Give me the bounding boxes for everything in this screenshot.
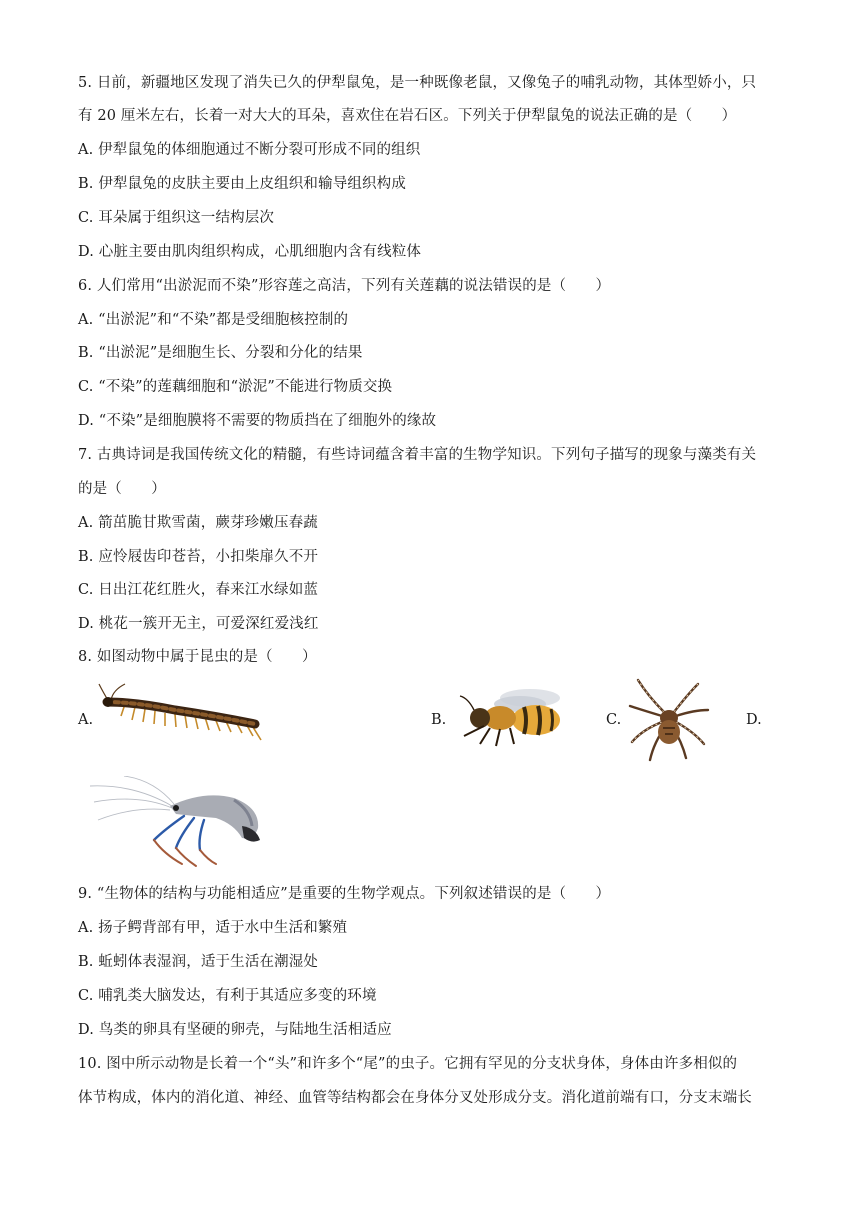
q9-option-b: B. 蚯蚓体表湿润，适于生活在潮湿处 (78, 954, 319, 970)
q9-stem: 9. “生物体的结构与功能相适应”是重要的生物学观点。下列叙述错误的是（ ） (78, 886, 611, 902)
q8-option-a-label: A. (78, 712, 94, 728)
q5-option-c: C. 耳朵属于组织这一结构层次 (78, 210, 275, 226)
q6-option-c: C. “不染”的莲藕细胞和“淤泥”不能进行物质交换 (78, 379, 393, 395)
q5-option-d: D. 心脏主要由肌肉组织构成，心肌细胞内含有线粒体 (78, 244, 422, 260)
q7-option-b: B. 应怜屐齿印苍苔，小扣柴扉久不开 (78, 549, 319, 565)
q5-option-b: B. 伊犁鼠兔的皮肤主要由上皮组织和输导组织构成 (78, 176, 406, 192)
q5-stem-line2: 有 20 厘米左右，长着一对大大的耳朵，喜欢住在岩石区。下列关于伊犁鼠兔的说法正确的是（ ） (78, 108, 737, 124)
q6-option-a: A. “出淤泥”和“不染”都是受细胞核控制的 (78, 312, 349, 328)
bee-image (450, 684, 568, 750)
q10-stem-line2: 体节构成，体内的消化道、神经、血管等结构都会在身体分叉处形成分支。消化道前端有口，分支末端长 (78, 1090, 752, 1106)
q8-option-d-label: D. (746, 712, 762, 728)
q5-stem-line1: 5. 日前，新疆地区发现了消失已久的伊犁鼠兔，是一种既像老鼠，又像兔子的哺乳动物，其体型娇小，只 (78, 75, 757, 91)
q7-stem-line1: 7. 古典诗词是我国传统文化的精髓，有些诗词蕴含着丰富的生物学知识。下列句子描写的现象与藻类有关 (78, 447, 757, 463)
q8-stem: 8. 如图动物中属于昆虫的是（ ） (78, 649, 317, 665)
shrimp-image (84, 776, 268, 868)
q8-option-b-label: B. (431, 712, 447, 728)
q6-option-d: D. “不染”是细胞膜将不需要的物质挡在了细胞外的缘故 (78, 413, 437, 429)
q8-option-c-label: C. (606, 712, 622, 728)
q5-option-a: A. 伊犁鼠兔的体细胞通过不断分裂可形成不同的组织 (78, 142, 421, 158)
q9-option-c: C. 哺乳类大脑发达，有利于其适应多变的环境 (78, 988, 377, 1004)
q6-option-b: B. “出淤泥”是细胞生长、分裂和分化的结果 (78, 345, 363, 361)
q7-option-c: C. 日出江花红胜火，春来江水绿如蓝 (78, 582, 318, 598)
q10-stem-line1: 10. 图中所示动物是长着一个“头”和许多个“尾”的虫子。它拥有罕见的分支状身体，身体由许多相似的 (78, 1056, 738, 1072)
q9-option-a: A. 扬子鳄背部有甲，适于水中生活和繁殖 (78, 920, 348, 936)
centipede-image (95, 680, 265, 742)
q6-stem: 6. 人们常用“出淤泥而不染”形容莲之高洁，下列有关莲藕的说法错误的是（ ） (78, 278, 611, 294)
q9-option-d: D. 鸟类的卵具有坚硬的卵壳，与陆地生活相适应 (78, 1022, 392, 1038)
spider-image (628, 676, 710, 762)
q7-option-d: D. 桃花一簇开无主，可爱深红爱浅红 (78, 616, 319, 632)
q7-option-a: A. 箭茁脆甘欺雪菌，蕨芽珍嫩压春蔬 (78, 515, 318, 531)
q7-stem-line2: 的是（ ） (78, 481, 166, 497)
